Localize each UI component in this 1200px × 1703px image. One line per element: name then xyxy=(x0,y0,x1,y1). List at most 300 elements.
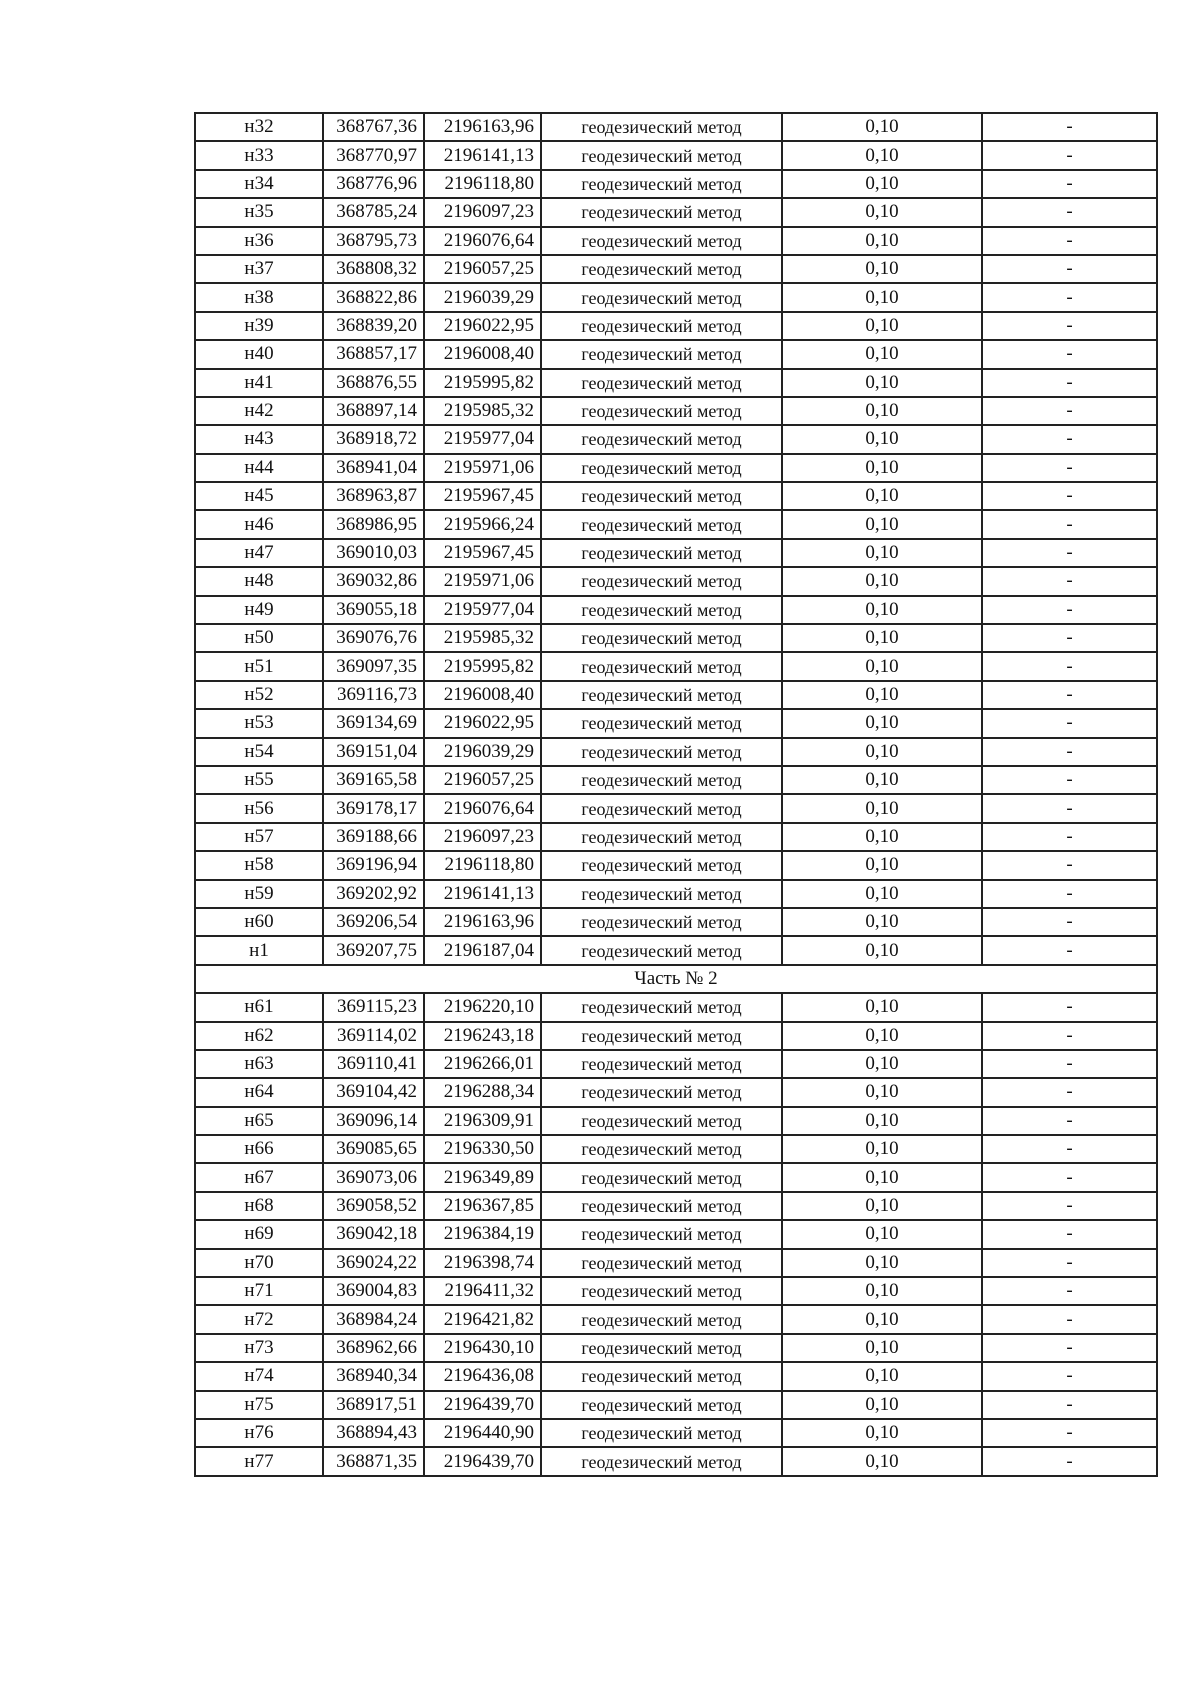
note-cell: - xyxy=(982,1022,1157,1050)
note-cell: - xyxy=(982,1419,1157,1447)
y-coordinate-cell: 2195977,04 xyxy=(424,425,541,453)
y-coordinate-cell: 2196243,18 xyxy=(424,1022,541,1050)
table-row xyxy=(195,1447,1157,1475)
method-cell: геодезический метод xyxy=(541,624,782,652)
y-coordinate-cell: 2196421,82 xyxy=(424,1305,541,1333)
x-coordinate-cell: 369110,41 xyxy=(323,1050,424,1078)
point-cell: н76 xyxy=(195,1419,323,1447)
point-cell: н70 xyxy=(195,1249,323,1277)
note-cell: - xyxy=(982,170,1157,198)
note-cell: - xyxy=(982,1050,1157,1078)
table-row xyxy=(195,1220,1157,1248)
point-cell: н63 xyxy=(195,1050,323,1078)
note-cell: - xyxy=(982,1220,1157,1248)
table-row xyxy=(195,1391,1157,1419)
method-cell: геодезический метод xyxy=(541,880,782,908)
x-coordinate-cell: 368918,72 xyxy=(323,425,424,453)
accuracy-cell: 0,10 xyxy=(782,596,982,624)
table-row xyxy=(195,454,1157,482)
accuracy-cell: 0,10 xyxy=(782,1391,982,1419)
x-coordinate-cell: 369207,75 xyxy=(323,936,424,964)
accuracy-cell: 0,10 xyxy=(782,1305,982,1333)
point-cell: н43 xyxy=(195,425,323,453)
method-cell: геодезический метод xyxy=(541,369,782,397)
y-coordinate-cell: 2196439,70 xyxy=(424,1447,541,1475)
table-row xyxy=(195,340,1157,368)
method-cell: геодезический метод xyxy=(541,1192,782,1220)
y-coordinate-cell: 2196118,80 xyxy=(424,851,541,879)
point-cell: н34 xyxy=(195,170,323,198)
method-cell: геодезический метод xyxy=(541,709,782,737)
method-cell: геодезический метод xyxy=(541,567,782,595)
table-row xyxy=(195,567,1157,595)
y-coordinate-cell: 2195995,82 xyxy=(424,652,541,680)
point-cell: н41 xyxy=(195,369,323,397)
y-coordinate-cell: 2195966,24 xyxy=(424,510,541,538)
accuracy-cell: 0,10 xyxy=(782,454,982,482)
note-cell: - xyxy=(982,510,1157,538)
y-coordinate-cell: 2196220,10 xyxy=(424,993,541,1021)
method-cell: геодезический метод xyxy=(541,766,782,794)
point-cell: н36 xyxy=(195,227,323,255)
point-cell: н58 xyxy=(195,851,323,879)
note-cell: - xyxy=(982,425,1157,453)
table-row xyxy=(195,1163,1157,1191)
x-coordinate-cell: 368917,51 xyxy=(323,1391,424,1419)
y-coordinate-cell: 2196430,10 xyxy=(424,1334,541,1362)
accuracy-cell: 0,10 xyxy=(782,1135,982,1163)
method-cell: геодезический метод xyxy=(541,539,782,567)
note-cell: - xyxy=(982,851,1157,879)
point-cell: н48 xyxy=(195,567,323,595)
point-cell: н65 xyxy=(195,1107,323,1135)
note-cell: - xyxy=(982,255,1157,283)
note-cell: - xyxy=(982,1362,1157,1390)
y-coordinate-cell: 2196057,25 xyxy=(424,255,541,283)
note-cell: - xyxy=(982,908,1157,936)
y-coordinate-cell: 2196411,32 xyxy=(424,1277,541,1305)
note-cell: - xyxy=(982,1192,1157,1220)
point-cell: н38 xyxy=(195,283,323,311)
note-cell: - xyxy=(982,198,1157,226)
y-coordinate-cell: 2196266,01 xyxy=(424,1050,541,1078)
x-coordinate-cell: 368940,34 xyxy=(323,1362,424,1390)
point-cell: н67 xyxy=(195,1163,323,1191)
x-coordinate-cell: 368984,24 xyxy=(323,1305,424,1333)
accuracy-cell: 0,10 xyxy=(782,510,982,538)
note-cell: - xyxy=(982,1334,1157,1362)
method-cell: геодезический метод xyxy=(541,283,782,311)
accuracy-cell: 0,10 xyxy=(782,738,982,766)
point-cell: н37 xyxy=(195,255,323,283)
point-cell: н32 xyxy=(195,113,323,141)
method-cell: геодезический метод xyxy=(541,823,782,851)
table-row xyxy=(195,1107,1157,1135)
table-row xyxy=(195,113,1157,141)
note-cell: - xyxy=(982,738,1157,766)
accuracy-cell: 0,10 xyxy=(782,1220,982,1248)
y-coordinate-cell: 2195971,06 xyxy=(424,454,541,482)
point-cell: н52 xyxy=(195,681,323,709)
point-cell: н57 xyxy=(195,823,323,851)
point-cell: н47 xyxy=(195,539,323,567)
x-coordinate-cell: 369115,23 xyxy=(323,993,424,1021)
method-cell: геодезический метод xyxy=(541,397,782,425)
note-cell: - xyxy=(982,397,1157,425)
accuracy-cell: 0,10 xyxy=(782,141,982,169)
method-cell: геодезический метод xyxy=(541,652,782,680)
y-coordinate-cell: 2196398,74 xyxy=(424,1249,541,1277)
point-cell: н73 xyxy=(195,1334,323,1362)
y-coordinate-cell: 2196008,40 xyxy=(424,681,541,709)
x-coordinate-cell: 369058,52 xyxy=(323,1192,424,1220)
note-cell: - xyxy=(982,312,1157,340)
y-coordinate-cell: 2195967,45 xyxy=(424,539,541,567)
method-cell: геодезический метод xyxy=(541,510,782,538)
point-cell: н54 xyxy=(195,738,323,766)
note-cell: - xyxy=(982,993,1157,1021)
method-cell: геодезический метод xyxy=(541,454,782,482)
accuracy-cell: 0,10 xyxy=(782,227,982,255)
accuracy-cell: 0,10 xyxy=(782,340,982,368)
method-cell: геодезический метод xyxy=(541,993,782,1021)
note-cell: - xyxy=(982,1391,1157,1419)
table-row xyxy=(195,227,1157,255)
method-cell: геодезический метод xyxy=(541,1334,782,1362)
accuracy-cell: 0,10 xyxy=(782,1022,982,1050)
y-coordinate-cell: 2195985,32 xyxy=(424,624,541,652)
y-coordinate-cell: 2196022,95 xyxy=(424,709,541,737)
x-coordinate-cell: 368941,04 xyxy=(323,454,424,482)
point-cell: н45 xyxy=(195,482,323,510)
x-coordinate-cell: 368894,43 xyxy=(323,1419,424,1447)
x-coordinate-cell: 369134,69 xyxy=(323,709,424,737)
x-coordinate-cell: 369196,94 xyxy=(323,851,424,879)
point-cell: н74 xyxy=(195,1362,323,1390)
table-row xyxy=(195,908,1157,936)
note-cell: - xyxy=(982,1277,1157,1305)
method-cell: геодезический метод xyxy=(541,1419,782,1447)
x-coordinate-cell: 369085,65 xyxy=(323,1135,424,1163)
note-cell: - xyxy=(982,766,1157,794)
x-coordinate-cell: 368986,95 xyxy=(323,510,424,538)
y-coordinate-cell: 2196039,29 xyxy=(424,283,541,311)
part-title: Часть № 2 xyxy=(195,965,1157,993)
point-cell: н44 xyxy=(195,454,323,482)
point-cell: н75 xyxy=(195,1391,323,1419)
x-coordinate-cell: 369024,22 xyxy=(323,1249,424,1277)
point-cell: н35 xyxy=(195,198,323,226)
y-coordinate-cell: 2196022,95 xyxy=(424,312,541,340)
accuracy-cell: 0,10 xyxy=(782,794,982,822)
point-cell: н68 xyxy=(195,1192,323,1220)
table-row xyxy=(195,312,1157,340)
accuracy-cell: 0,10 xyxy=(782,369,982,397)
method-cell: геодезический метод xyxy=(541,198,782,226)
table-row xyxy=(195,1050,1157,1078)
accuracy-cell: 0,10 xyxy=(782,567,982,595)
note-cell: - xyxy=(982,709,1157,737)
y-coordinate-cell: 2196141,13 xyxy=(424,880,541,908)
accuracy-cell: 0,10 xyxy=(782,198,982,226)
x-coordinate-cell: 368767,36 xyxy=(323,113,424,141)
table-row xyxy=(195,170,1157,198)
point-cell: н40 xyxy=(195,340,323,368)
method-cell: геодезический метод xyxy=(541,425,782,453)
note-cell: - xyxy=(982,567,1157,595)
point-cell: н50 xyxy=(195,624,323,652)
accuracy-cell: 0,10 xyxy=(782,652,982,680)
x-coordinate-cell: 369116,73 xyxy=(323,681,424,709)
method-cell: геодезический метод xyxy=(541,1220,782,1248)
table-row xyxy=(195,766,1157,794)
table-row xyxy=(195,141,1157,169)
table-row xyxy=(195,1192,1157,1220)
point-cell: н33 xyxy=(195,141,323,169)
method-cell: геодезический метод xyxy=(541,227,782,255)
y-coordinate-cell: 2196097,23 xyxy=(424,823,541,851)
table-row xyxy=(195,681,1157,709)
note-cell: - xyxy=(982,1305,1157,1333)
note-cell: - xyxy=(982,1135,1157,1163)
method-cell: геодезический метод xyxy=(541,170,782,198)
note-cell: - xyxy=(982,624,1157,652)
accuracy-cell: 0,10 xyxy=(782,823,982,851)
x-coordinate-cell: 368785,24 xyxy=(323,198,424,226)
method-cell: геодезический метод xyxy=(541,1277,782,1305)
method-cell: геодезический метод xyxy=(541,141,782,169)
accuracy-cell: 0,10 xyxy=(782,1419,982,1447)
accuracy-cell: 0,10 xyxy=(782,1249,982,1277)
x-coordinate-cell: 368897,14 xyxy=(323,397,424,425)
y-coordinate-cell: 2196008,40 xyxy=(424,340,541,368)
x-coordinate-cell: 368776,96 xyxy=(323,170,424,198)
point-cell: н56 xyxy=(195,794,323,822)
method-cell: геодезический метод xyxy=(541,1391,782,1419)
method-cell: геодезический метод xyxy=(541,1022,782,1050)
y-coordinate-cell: 2196118,80 xyxy=(424,170,541,198)
method-cell: геодезический метод xyxy=(541,113,782,141)
x-coordinate-cell: 368839,20 xyxy=(323,312,424,340)
x-coordinate-cell: 369096,14 xyxy=(323,1107,424,1135)
accuracy-cell: 0,10 xyxy=(782,1192,982,1220)
table-row xyxy=(195,709,1157,737)
accuracy-cell: 0,10 xyxy=(782,766,982,794)
accuracy-cell: 0,10 xyxy=(782,312,982,340)
x-coordinate-cell: 369010,03 xyxy=(323,539,424,567)
table-row xyxy=(195,283,1157,311)
table-row xyxy=(195,794,1157,822)
y-coordinate-cell: 2196097,23 xyxy=(424,198,541,226)
method-cell: геодезический метод xyxy=(541,596,782,624)
x-coordinate-cell: 369165,58 xyxy=(323,766,424,794)
method-cell: геодезический метод xyxy=(541,1135,782,1163)
accuracy-cell: 0,10 xyxy=(782,880,982,908)
accuracy-cell: 0,10 xyxy=(782,624,982,652)
y-coordinate-cell: 2196076,64 xyxy=(424,227,541,255)
y-coordinate-cell: 2195967,45 xyxy=(424,482,541,510)
point-cell: н72 xyxy=(195,1305,323,1333)
method-cell: геодезический метод xyxy=(541,1447,782,1475)
accuracy-cell: 0,10 xyxy=(782,113,982,141)
method-cell: геодезический метод xyxy=(541,1362,782,1390)
note-cell: - xyxy=(982,227,1157,255)
point-cell: н77 xyxy=(195,1447,323,1475)
table-row xyxy=(195,1277,1157,1305)
point-cell: н53 xyxy=(195,709,323,737)
x-coordinate-cell: 369097,35 xyxy=(323,652,424,680)
y-coordinate-cell: 2196076,64 xyxy=(424,794,541,822)
accuracy-cell: 0,10 xyxy=(782,1078,982,1106)
table-row xyxy=(195,624,1157,652)
table-row xyxy=(195,1334,1157,1362)
table-row xyxy=(195,255,1157,283)
note-cell: - xyxy=(982,823,1157,851)
x-coordinate-cell: 369073,06 xyxy=(323,1163,424,1191)
table-row xyxy=(195,369,1157,397)
table-row xyxy=(195,425,1157,453)
accuracy-cell: 0,10 xyxy=(782,908,982,936)
table-row xyxy=(195,1249,1157,1277)
x-coordinate-cell: 368963,87 xyxy=(323,482,424,510)
y-coordinate-cell: 2196163,96 xyxy=(424,908,541,936)
x-coordinate-cell: 368822,86 xyxy=(323,283,424,311)
x-coordinate-cell: 368876,55 xyxy=(323,369,424,397)
accuracy-cell: 0,10 xyxy=(782,539,982,567)
point-cell: н71 xyxy=(195,1277,323,1305)
note-cell: - xyxy=(982,1249,1157,1277)
method-cell: геодезический метод xyxy=(541,1050,782,1078)
accuracy-cell: 0,10 xyxy=(782,1447,982,1475)
x-coordinate-cell: 369178,17 xyxy=(323,794,424,822)
accuracy-cell: 0,10 xyxy=(782,1277,982,1305)
point-cell: н39 xyxy=(195,312,323,340)
method-cell: геодезический метод xyxy=(541,340,782,368)
method-cell: геодезический метод xyxy=(541,681,782,709)
note-cell: - xyxy=(982,283,1157,311)
point-cell: н59 xyxy=(195,880,323,908)
x-coordinate-cell: 369004,83 xyxy=(323,1277,424,1305)
y-coordinate-cell: 2195985,32 xyxy=(424,397,541,425)
point-cell: н60 xyxy=(195,908,323,936)
coordinates-table-body xyxy=(195,113,1157,1476)
table-row xyxy=(195,993,1157,1021)
accuracy-cell: 0,10 xyxy=(782,170,982,198)
method-cell: геодезический метод xyxy=(541,908,782,936)
table-row xyxy=(195,738,1157,766)
y-coordinate-cell: 2196367,85 xyxy=(424,1192,541,1220)
y-coordinate-cell: 2196141,13 xyxy=(424,141,541,169)
point-cell: н51 xyxy=(195,652,323,680)
x-coordinate-cell: 368962,66 xyxy=(323,1334,424,1362)
method-cell: геодезический метод xyxy=(541,1163,782,1191)
note-cell: - xyxy=(982,880,1157,908)
accuracy-cell: 0,10 xyxy=(782,283,982,311)
accuracy-cell: 0,10 xyxy=(782,681,982,709)
table-row xyxy=(195,397,1157,425)
y-coordinate-cell: 2196039,29 xyxy=(424,738,541,766)
x-coordinate-cell: 369042,18 xyxy=(323,1220,424,1248)
note-cell: - xyxy=(982,482,1157,510)
point-cell: н62 xyxy=(195,1022,323,1050)
point-cell: н1 xyxy=(195,936,323,964)
point-cell: н66 xyxy=(195,1135,323,1163)
note-cell: - xyxy=(982,1107,1157,1135)
accuracy-cell: 0,10 xyxy=(782,936,982,964)
table-row xyxy=(195,198,1157,226)
table-row xyxy=(195,880,1157,908)
table-row xyxy=(195,539,1157,567)
table-row xyxy=(195,936,1157,964)
x-coordinate-cell: 369188,66 xyxy=(323,823,424,851)
point-cell: н55 xyxy=(195,766,323,794)
table-row xyxy=(195,1078,1157,1106)
x-coordinate-cell: 368795,73 xyxy=(323,227,424,255)
coordinates-table xyxy=(194,112,1158,1477)
method-cell: геодезический метод xyxy=(541,1305,782,1333)
x-coordinate-cell: 369206,54 xyxy=(323,908,424,936)
table-row xyxy=(195,823,1157,851)
method-cell: геодезический метод xyxy=(541,936,782,964)
y-coordinate-cell: 2196288,34 xyxy=(424,1078,541,1106)
x-coordinate-cell: 369151,04 xyxy=(323,738,424,766)
method-cell: геодезический метод xyxy=(541,482,782,510)
y-coordinate-cell: 2196440,90 xyxy=(424,1419,541,1447)
table-row xyxy=(195,510,1157,538)
y-coordinate-cell: 2196163,96 xyxy=(424,113,541,141)
accuracy-cell: 0,10 xyxy=(782,1107,982,1135)
method-cell: геодезический метод xyxy=(541,794,782,822)
note-cell: - xyxy=(982,936,1157,964)
y-coordinate-cell: 2196349,89 xyxy=(424,1163,541,1191)
y-coordinate-cell: 2196439,70 xyxy=(424,1391,541,1419)
note-cell: - xyxy=(982,340,1157,368)
table-row xyxy=(195,1362,1157,1390)
note-cell: - xyxy=(982,369,1157,397)
accuracy-cell: 0,10 xyxy=(782,1362,982,1390)
method-cell: геодезический метод xyxy=(541,851,782,879)
part-header-row xyxy=(195,965,1157,993)
point-cell: н64 xyxy=(195,1078,323,1106)
x-coordinate-cell: 369055,18 xyxy=(323,596,424,624)
accuracy-cell: 0,10 xyxy=(782,993,982,1021)
note-cell: - xyxy=(982,652,1157,680)
table-row xyxy=(195,596,1157,624)
method-cell: геодезический метод xyxy=(541,1249,782,1277)
point-cell: н69 xyxy=(195,1220,323,1248)
note-cell: - xyxy=(982,1163,1157,1191)
note-cell: - xyxy=(982,141,1157,169)
point-cell: н46 xyxy=(195,510,323,538)
note-cell: - xyxy=(982,454,1157,482)
table-row xyxy=(195,652,1157,680)
note-cell: - xyxy=(982,596,1157,624)
y-coordinate-cell: 2196057,25 xyxy=(424,766,541,794)
method-cell: геодезический метод xyxy=(541,312,782,340)
y-coordinate-cell: 2196330,50 xyxy=(424,1135,541,1163)
note-cell: - xyxy=(982,1447,1157,1475)
y-coordinate-cell: 2195971,06 xyxy=(424,567,541,595)
x-coordinate-cell: 369202,92 xyxy=(323,880,424,908)
y-coordinate-cell: 2195977,04 xyxy=(424,596,541,624)
table-row xyxy=(195,482,1157,510)
note-cell: - xyxy=(982,681,1157,709)
y-coordinate-cell: 2196384,19 xyxy=(424,1220,541,1248)
table-row xyxy=(195,1135,1157,1163)
note-cell: - xyxy=(982,794,1157,822)
accuracy-cell: 0,10 xyxy=(782,482,982,510)
point-cell: н49 xyxy=(195,596,323,624)
